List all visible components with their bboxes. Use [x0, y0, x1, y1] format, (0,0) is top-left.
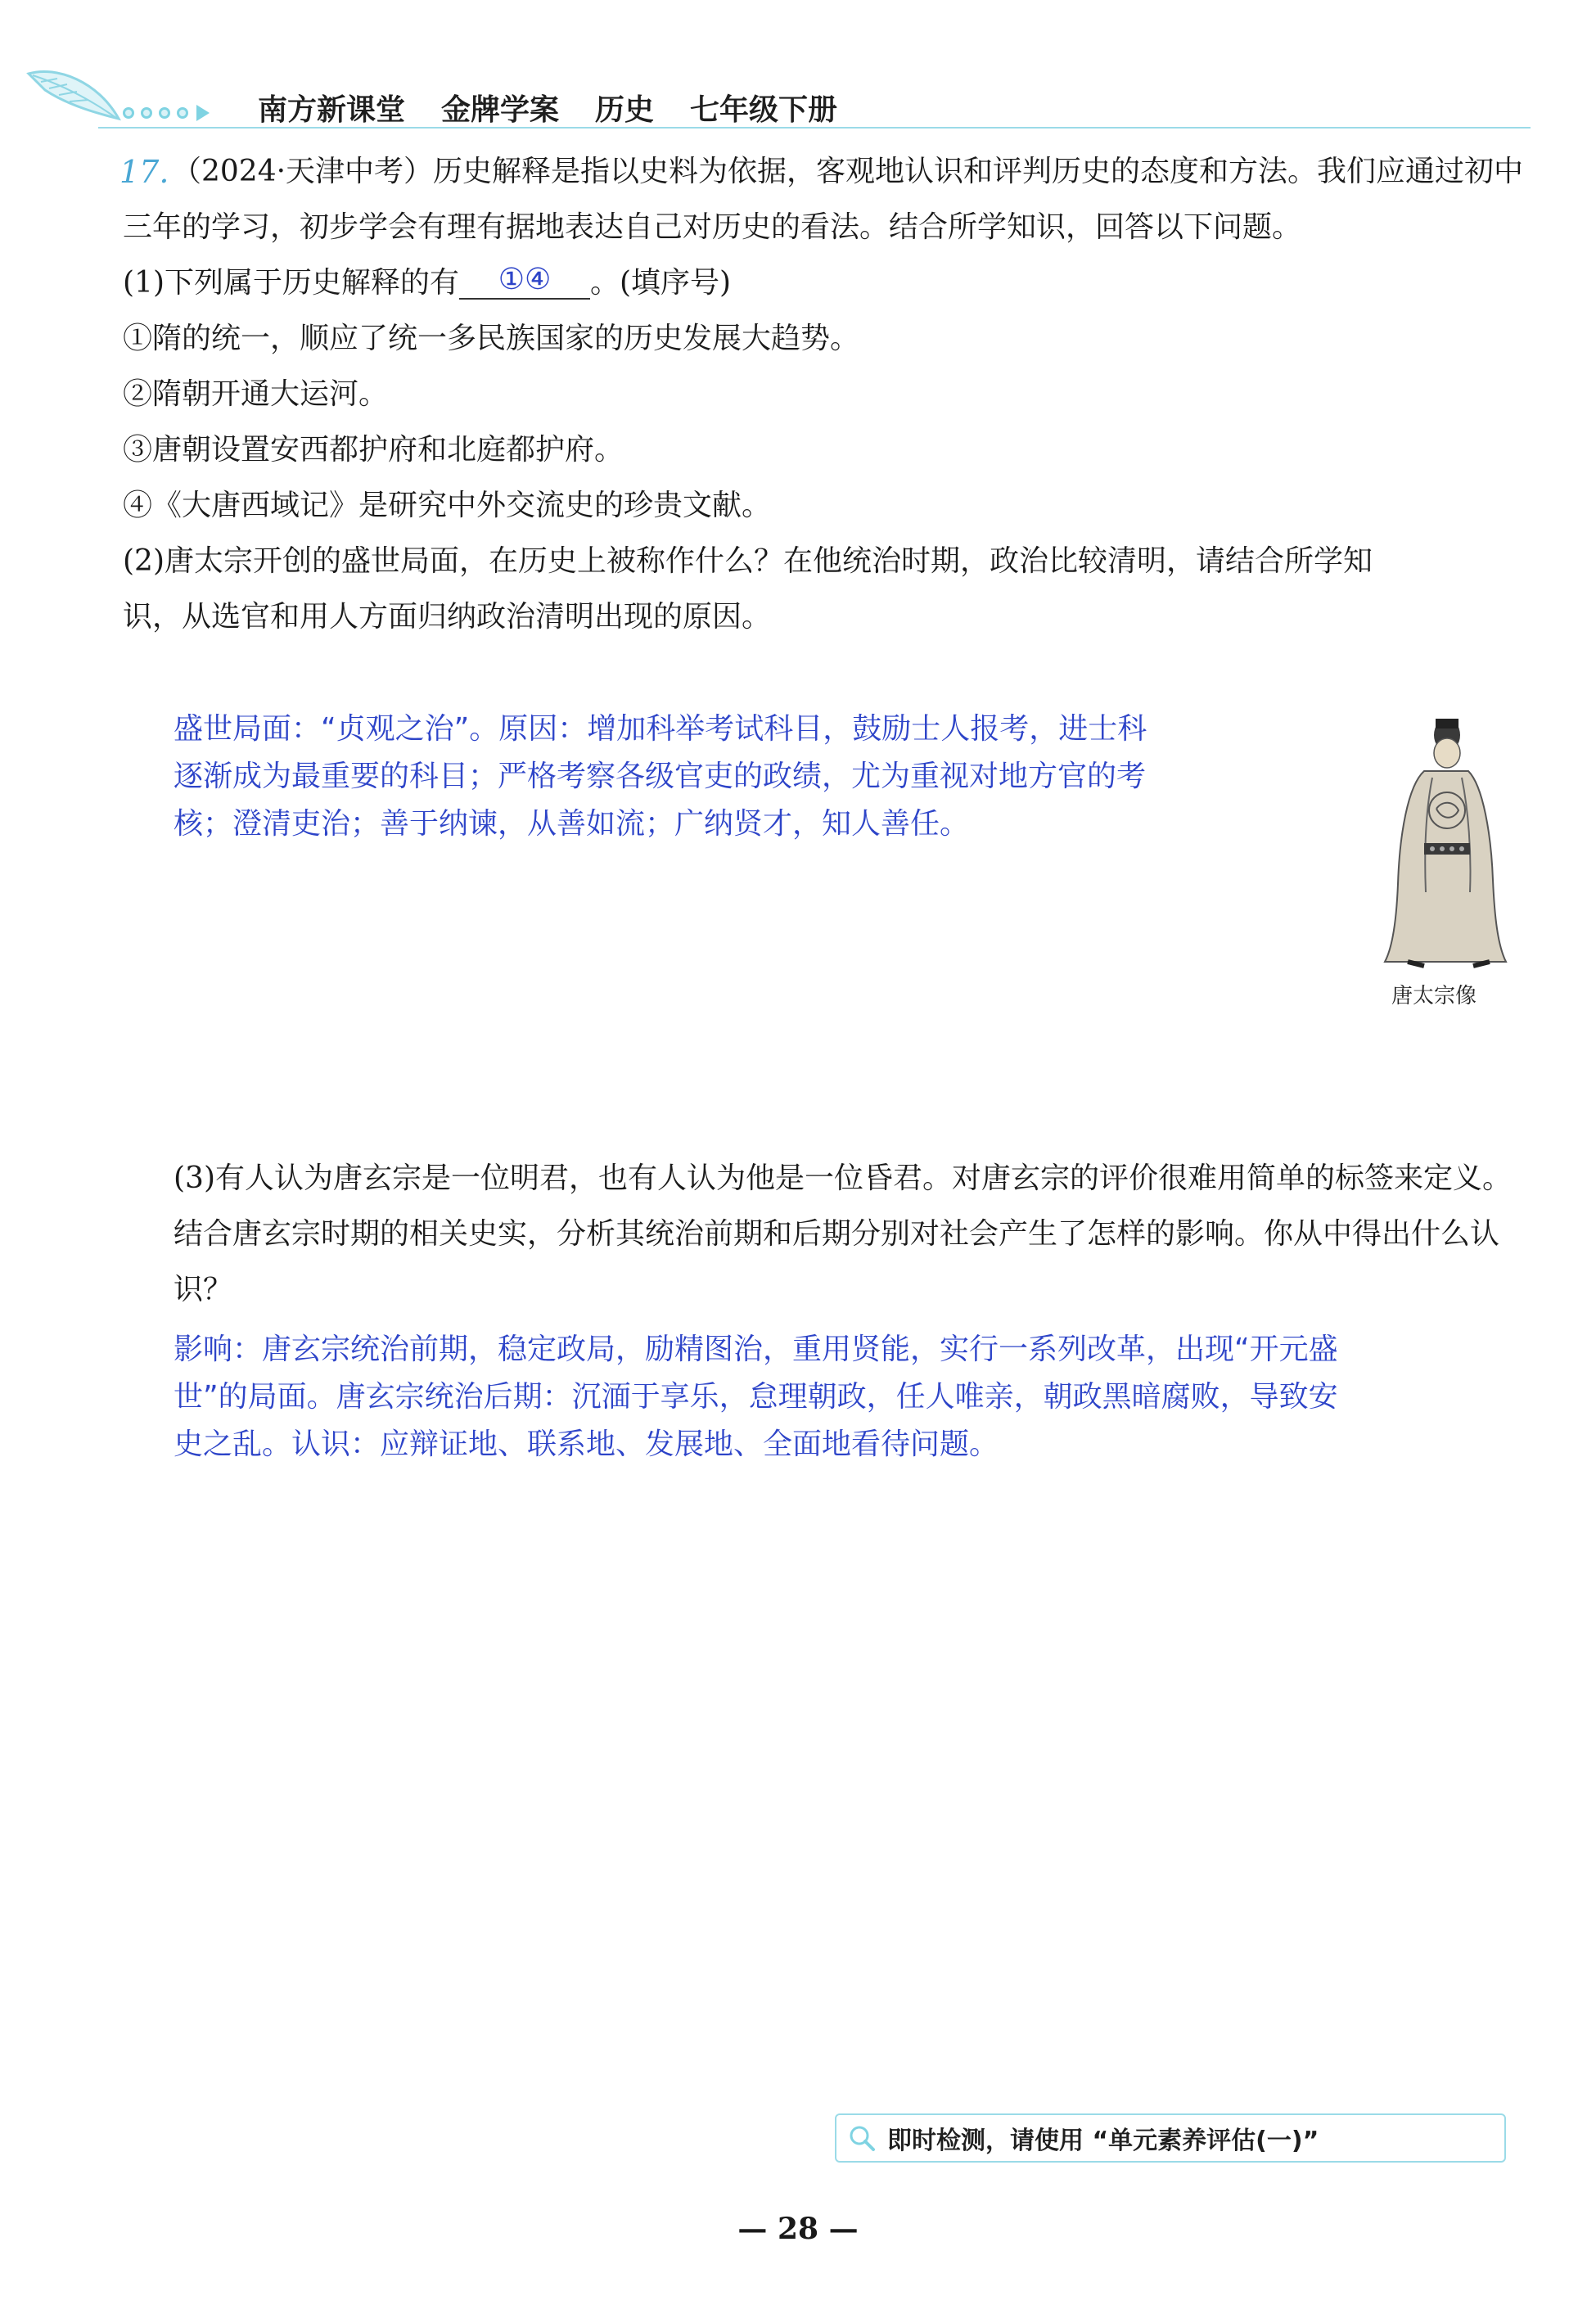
portrait-caption: 唐太宗像 [1391, 984, 1477, 1008]
sub2-answer-line: 核；澄清吏治；善于纳谏，从善如流；广纳贤才，知人善任。 [174, 807, 970, 841]
sub1-prompt: (1)下列属于历史解释的有 [123, 266, 459, 300]
page-number: — 28 — [737, 2212, 859, 2246]
dot-icon [159, 107, 170, 119]
dot-icon [177, 107, 188, 119]
question-intro: （2024·天津中考）历史解释是指以史料为依据，客观地认识和评判历史的态度和方法。我们应通过初中三年的学习，初步学会有理有据地表达自己对历史的看法。结合所学知识，回答以下问题。 [123, 155, 1524, 244]
sub-question-3: (3)有人认为唐玄宗是一位明君，也有人认为他是一位昏君。对唐玄宗的评价很难用简单的标签来定义。结合唐玄宗时期的相关史实，分析其统治前期和后期分别对社会产生了怎样的影响。你从中得出什么认识？ [174, 1162, 1512, 1306]
arrow-icon [196, 105, 210, 121]
sub1-prompt-tail: 。(填序号) [590, 266, 732, 300]
option-2: ②隋朝开通大运河。 [123, 377, 389, 411]
tang-taizong-portrait [1375, 712, 1514, 974]
subject-title: 历史 [595, 93, 655, 127]
sub2-answer-line: 逐渐成为最重要的科目；严格考察各级官吏的政绩，尤为重视对地方官的考 [174, 760, 1147, 793]
grade-title: 七年级下册 [690, 93, 838, 127]
sub2-answer-line: 盛世局面：“贞观之治”。原因：增加科举考试科目，鼓励士人报考，进士科 [174, 712, 1147, 746]
sub2-answer [174, 706, 1303, 848]
dot-icon [141, 107, 152, 119]
option-4: ④《大唐西域记》是研究中外交流史的珍贵文献。 [123, 489, 772, 522]
question-17 [119, 144, 1531, 645]
sub3-answer-line: 影响：唐玄宗统治前期，稳定政局，励精图治，重用贤能，实行一系列改革，出现“开元盛 [174, 1333, 1338, 1366]
option-1: ①隋的统一，顺应了统一多民族国家的历史发展大趋势。 [123, 322, 860, 355]
header-titles [258, 87, 837, 129]
brand-title: 南方新课堂 [258, 93, 406, 127]
sub3-answer-line: 世”的局面。唐玄宗统治后期：沉湎于享乐，怠理朝政，任人唯亲，朝政黑暗腐败，导致安 [174, 1380, 1338, 1414]
sub2-prompt-line2: 识，从选官和用人方面归纳政治清明出现的原因。 [123, 600, 772, 634]
option-3: ③唐朝设置安西都护府和北庭都护府。 [123, 433, 624, 467]
series-title: 金牌学案 [441, 93, 560, 127]
sub1-answer-blank: ①④ [459, 262, 590, 300]
question-number: 17. [119, 154, 169, 190]
instant-check-banner [835, 2113, 1506, 2163]
instant-check-text: 即时检测，请使用 “单元素养评估(一)” [887, 2127, 1319, 2155]
sub2-prompt-line1: (2)唐太宗开创的盛世局面，在历史上被称作什么？在他统治时期，政治比较清明，请结合所学知 [123, 544, 1373, 578]
sub3-answer [174, 1326, 1499, 1468]
sub3-answer-line: 史之乱。认识：应辩证地、联系地、发展地、全面地看待问题。 [174, 1428, 999, 1461]
sub-question-1 [123, 255, 1531, 311]
header-divider [98, 127, 1531, 129]
search-icon [848, 2124, 876, 2152]
dot-icon [123, 107, 134, 119]
header-dots [123, 105, 210, 121]
